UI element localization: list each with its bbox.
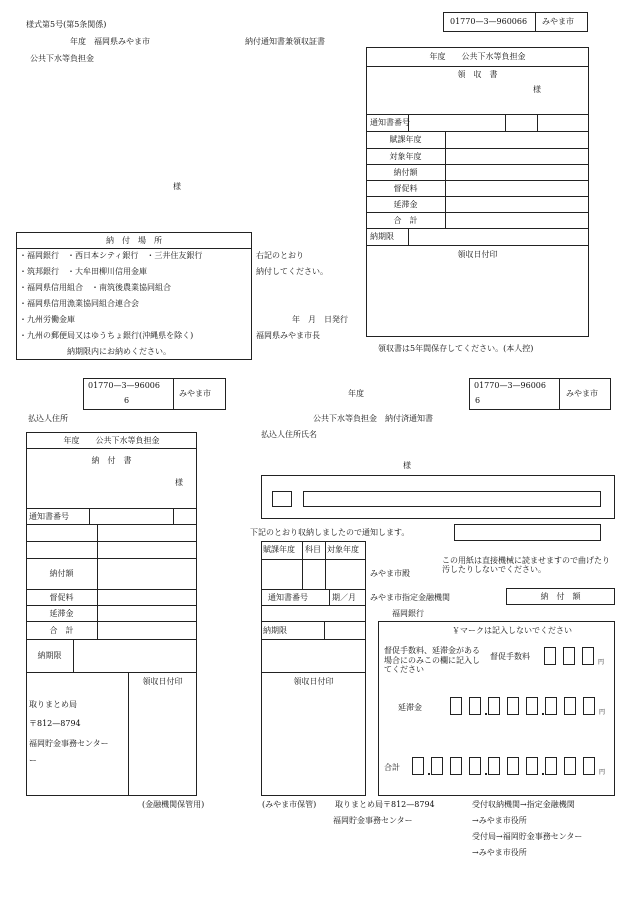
left-slip-row-notice-no: 通知書番号 [29,512,69,521]
mid-col-levy-year: 賦課年度 [263,545,295,554]
receipt-row-levy-year: 賦課年度 [389,135,422,144]
mid-row-period: 期／月 [332,593,356,602]
mid-stamp: 領収日付印 [293,677,334,686]
account-number-left-2: 6 [124,396,130,405]
late-digit[interactable] [545,697,557,715]
lower-year: 年度 [348,389,364,398]
fee-yen: 円 [598,659,605,666]
fee-label: 督促手数料 [490,652,530,661]
account-number-right-2: 6 [475,396,481,405]
mid-row-deadline: 納期限 [263,626,287,635]
route-1: 受付収納機関→指定金融機関 [472,800,575,809]
payer-name: 払込人住所氏名 [261,430,317,439]
to-city: みやま市殿 [370,569,410,578]
payee-left: みやま市 [179,389,211,398]
receipt-keep-note: 領収書は5年間保存してください。(本人控) [378,344,534,353]
yen-note: ￥マークは記入しないでください [452,626,572,635]
left-slip-row-late: 延滞金 [49,609,74,618]
subject-notice-title: 公共下水等負担金 納付済通知書 [313,414,433,423]
fee-digit[interactable] [544,647,556,665]
receipt-stamp-label: 領収日付印 [457,250,498,259]
total-digit[interactable] [545,757,557,775]
late-digit[interactable] [488,697,500,715]
notice-line-2: 納付してください。 [256,267,328,276]
payplace-line-3: ・福岡県信用組合 ・南筑後農業協同組合 [19,283,171,292]
name-field[interactable] [303,491,601,507]
mid-footer-3: 福岡貯金事務センター [333,816,413,825]
total-digit[interactable] [412,757,424,775]
left-slip-row-total: 合 計 [49,626,74,635]
notice-line-1: 右記のとおり [256,251,304,260]
fee-note: 督促手数料、延滞金がある場合にのみこの欄に記入してください [384,646,480,675]
late-digit[interactable] [526,697,538,715]
total-digit[interactable] [469,757,481,775]
receipt-row-late: 延滞金 [393,200,418,209]
receipt-row-total: 合 計 [393,216,418,225]
route-3: 受付局→福岡貯金事務センター [472,832,583,841]
total-digit[interactable] [450,757,462,775]
document-title: 納付通知書兼領収証書 [245,37,325,46]
mid-footer-1: (みやま市保管) [262,800,317,809]
mid-slip [261,541,366,796]
mid-col-target-year: 対象年度 [327,545,359,554]
total-digit[interactable] [507,757,519,775]
mid-row-notice-no: 通知書番号 [268,593,308,602]
left-slip-bureau: 取りまとめ局 [29,700,77,709]
total-digit[interactable] [431,757,443,775]
addressee-sama: 様 [173,182,181,191]
total-yen: 円 [599,769,606,776]
bank-name: 福岡銀行 [392,609,424,618]
payplace-deadline: 納期限内にお納めください。 [67,347,171,356]
left-slip-stamp: 領収日付印 [142,677,183,686]
left-slip-sama: 様 [175,478,183,487]
payplace-line-5: ・九州労働金庫 [19,315,75,324]
payee-top: みやま市 [542,17,574,26]
left-slip-zip: 〒812—8794 [29,719,81,728]
payer-address: 払込人住所 [28,414,68,423]
late-digit[interactable] [469,697,481,715]
payee-right: みやま市 [566,389,598,398]
total-digit[interactable] [526,757,538,775]
left-slip-head: 年度 公共下水等負担金 [63,436,160,445]
late-digit[interactable] [564,697,576,715]
late-label: 延滞金 [398,703,422,712]
payplace-line-4: ・福岡県信用漁業協同組合連合会 [19,299,139,308]
total-digit[interactable] [564,757,576,775]
checkbox-small[interactable] [272,491,292,507]
left-slip-row-fee: 督促料 [49,593,74,602]
payplace-line-6: ・九州の郵便局又はゆうちょ銀行(沖縄県を除く) [19,331,194,340]
ocr-field[interactable] [454,524,601,541]
receipt-row-amount: 納付額 [393,168,418,177]
bank-label: みやま市指定金融機関 [370,593,450,602]
route-2: →みやま市役所 [472,816,527,825]
fee-digit[interactable] [563,647,575,665]
header-year-city: 年度 福岡県みやま市 [70,37,150,46]
late-digit[interactable] [507,697,519,715]
receipt-row-deadline: 納期限 [370,232,394,241]
account-number-right: 01770—3—96006 [474,381,546,390]
late-digit[interactable] [583,697,595,715]
left-slip-footer: (金融機関保管用) [142,800,205,809]
receipt-row-notice-no: 通知書番号 [370,118,410,127]
total-digit[interactable] [583,757,595,775]
receipt-row-fee: 督促料 [393,184,418,193]
fee-digit[interactable] [582,647,594,665]
payplace-title: 納 付 場 所 [106,236,162,245]
received-notice: 下記のとおり収納しましたので通知します。 [250,528,410,537]
receipt-sama: 様 [533,85,541,94]
late-digit[interactable] [450,697,462,715]
left-slip-center: 福岡貯金事務センター [29,739,109,748]
receipt-title: 領 収 書 [457,70,498,79]
payplace-line-1: ・福岡銀行 ・西日本シティ銀行 ・三井住友銀行 [19,251,203,260]
receipt-row-target-year: 対象年度 [389,152,422,161]
route-4: →みやま市役所 [472,848,527,857]
total-label: 合計 [384,763,400,772]
mid-col-account: 科目 [305,545,321,554]
no-fold-note: この用紙は直接機械に読ませますので曲げたり汚したりしないでください。 [442,556,610,575]
total-digit[interactable] [488,757,500,775]
left-slip-center-cont: ー [29,756,37,765]
mid-footer-2: 取りまとめ局〒812—8794 [335,800,435,809]
late-yen: 円 [599,709,606,716]
account-number-top: 01770—3—960066 [450,17,528,26]
amount-label: 納 付 額 [540,592,581,601]
account-number-left: 01770—3—96006 [88,381,160,390]
lower-sama: 様 [403,461,411,470]
subject-label: 公共下水等負担金 [30,54,94,63]
form-number: 様式第5号(第5条関係) [26,20,107,29]
issue-date: 年 月 日発行 [292,315,348,324]
left-slip-row-amount: 納付額 [49,569,74,578]
payplace-line-2: ・筑邦銀行 ・大牟田柳川信用金庫 [19,267,147,276]
mayor: 福岡県みやま市長 [256,331,320,340]
receipt-head: 年度 公共下水等負担金 [429,52,526,61]
left-slip-title: 納 付 書 [91,456,132,465]
left-slip-row-deadline: 納期限 [37,651,62,660]
